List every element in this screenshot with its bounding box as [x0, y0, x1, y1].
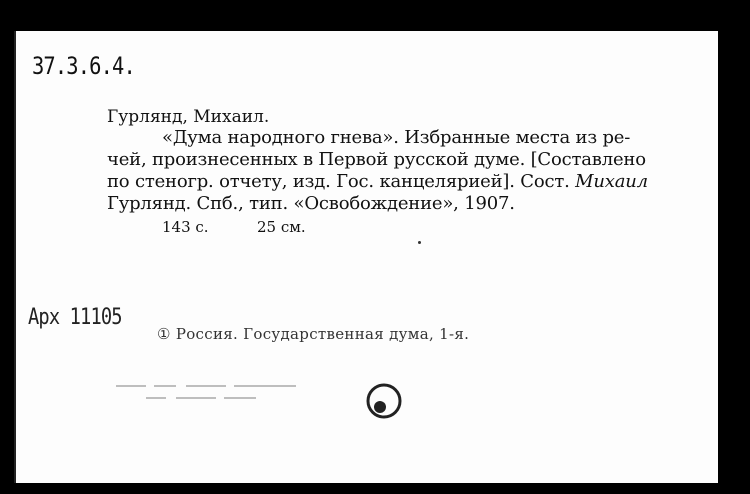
- description-line-2: чей, произнесенных в Первой русской думе. [Составлено: [107, 149, 646, 170]
- compiler-first-name: Михаил: [575, 171, 648, 192]
- description-line-1: «Дума народного гнева». Избранные места из ре-: [162, 127, 631, 148]
- shelfmark: 37.3.6.4.: [32, 52, 135, 80]
- description-line-3: [107, 171, 648, 192]
- description-line-3-text: по стеногр. отчету, изд. Гос. канцелярией]. Сост.: [107, 171, 570, 192]
- ink-speck: [418, 241, 421, 244]
- description-line-4: Гурлянд. Спб., тип. «Освобождение», 1907.: [107, 193, 515, 214]
- page-count: 143 с.: [162, 218, 209, 236]
- punch-hole-mark: [356, 371, 416, 431]
- card-size: 25 см.: [257, 218, 306, 236]
- accession-number: Арх 11105: [28, 305, 122, 330]
- subject-heading: ① Россия. Государственная дума, 1-я.: [157, 325, 470, 343]
- scan-border: [718, 28, 750, 494]
- faded-stamp-text: [106, 376, 306, 406]
- catalog-card: [14, 31, 718, 483]
- author-heading: Гурлянд, Михаил.: [107, 107, 270, 127]
